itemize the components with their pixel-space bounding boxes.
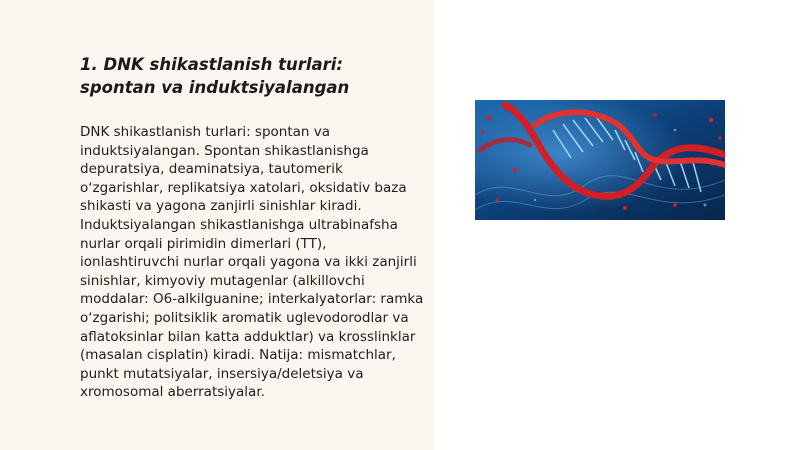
slide-title: 1. DNK shikastlanish turlari: spontan va induktsiyalangan [80,55,350,97]
dna-helix-image [475,100,725,220]
slide-body-text: DNK shikastlanish turlari: spontan va induktsiyalangan. Spontan shikastlanishga depuratsiya, deaminatsiya, tautomerik oʻzgarishlar, replikatsiya xatolari, oksidativ baza shikasti va yagona zanjirli sinishlar kiradi. Induktsiyalangan shikastlanishga ultrabinafsha nurlar orqali pirimidin dimerlari (TT), ionlashtiruvchi nurlar orqali yagona va ikki zanjirli sinishlar, kimyoviy mutagenlar (alkillovchi moddalar: O6-alkilguanine; interkalyatorlar: ramka oʻzgarishi; politsiklik aromatik uglevodorodlar va aflatoksinlar bilan katta adduktlar) va krosslinklar (masalan cisplatin) kiradi. Natija: mismatchlar, punkt mutatsiyalar, insersiya/deletsiya va xromosomal aberratsiyalar. [80,124,424,401]
